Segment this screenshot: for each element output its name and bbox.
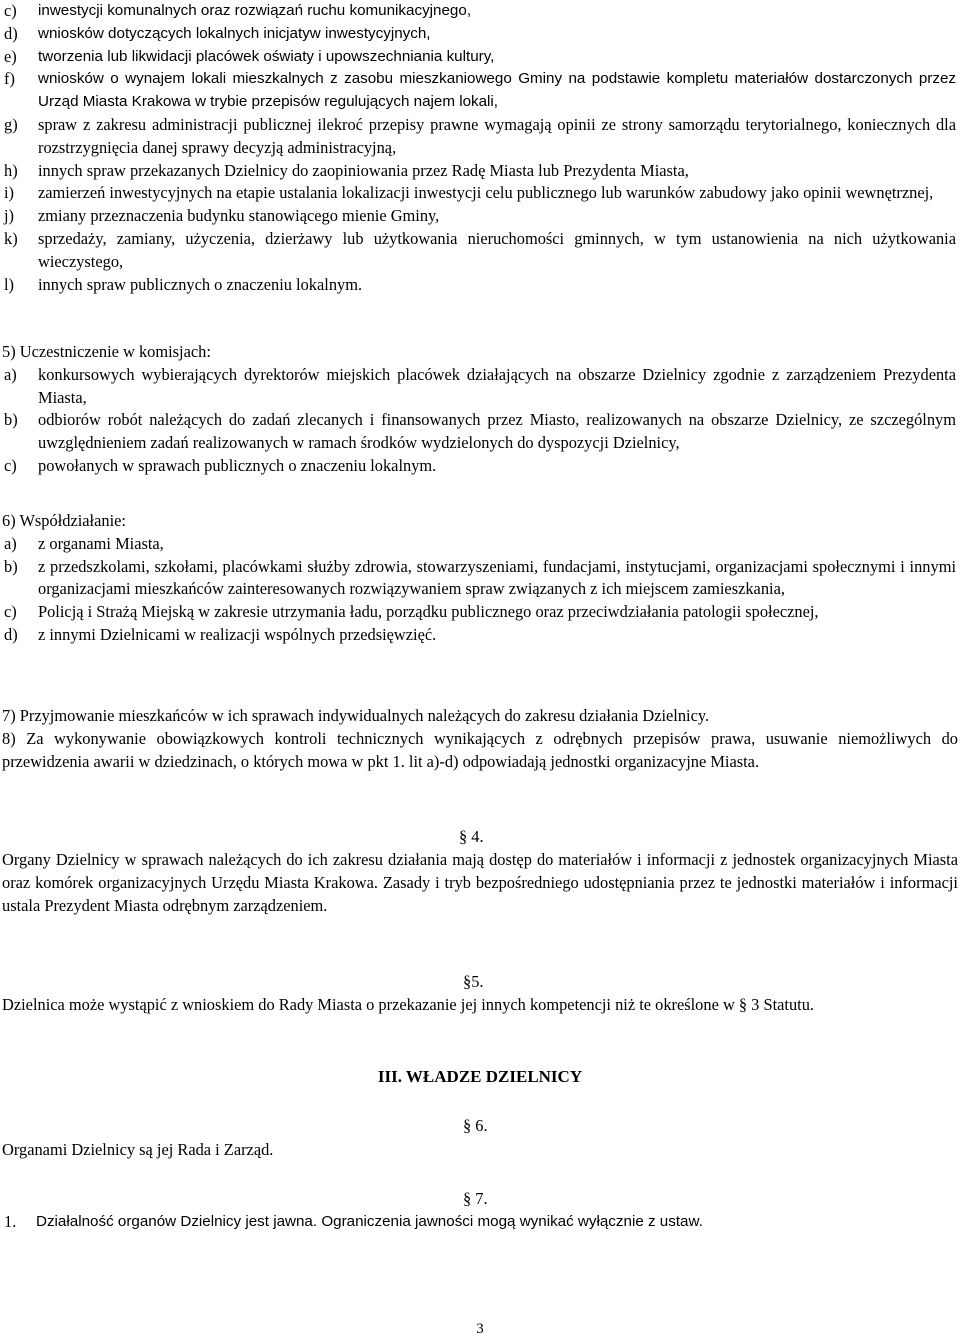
list-item-text: z innymi Dzielnicami w realizacji wspólnych przedsięwzięć. [38, 624, 437, 644]
list-item-label: b) [4, 556, 18, 576]
list-item-text: wniosków dotyczących lokalnych inicjatyw inwestycyjnych, [38, 24, 431, 42]
section-7-item [0, 1211, 960, 1234]
list-item-text: innych spraw publicznych o znaczeniu lokalnym. [38, 274, 363, 294]
section-5-text: Dzielnica może wystąpić z wnioskiem do Rady Miasta o przekazanie jej innych kompetencji niż te określone w § 3 Statutu. [2, 995, 815, 1014]
list-item-label: c) [4, 602, 17, 622]
section-4-mark: § 4. [459, 827, 484, 846]
list-item-label: c) [4, 455, 17, 475]
list-item [0, 409, 960, 455]
page-number: 3 [476, 1321, 484, 1337]
list-item-label: 1. [4, 1212, 17, 1231]
point-7: 7) Przyjmowanie mieszkańców w ich sprawach indywidualnych należących do zakresu działania Dzielnicy. [2, 706, 710, 725]
list-item-text: Policją i Strażą Miejską w zakresie utrzymania ładu, porządku publicznego oraz przeciwdziałania patologii społecznej, [38, 602, 819, 622]
list-item [0, 624, 960, 647]
list-item [0, 364, 960, 410]
list-item-text: wniosków o wynajem lokali mieszkalnych z zasobu mieszkaniowego Gminy na podstawie kompletu materiałów dostarczonych przez Urząd Miasta Krakowa w trybie przepisów regulujących najem lokali, [38, 70, 956, 111]
list-item [0, 1211, 960, 1234]
list-item-label: g) [4, 114, 18, 134]
list-item-label: d) [4, 624, 18, 644]
list-item [0, 182, 960, 205]
list-item-label: i) [4, 183, 15, 203]
list-item-label: k) [4, 228, 18, 248]
list-item [0, 228, 960, 274]
point-6 [0, 510, 960, 647]
list-item [0, 455, 960, 478]
point-6-list [0, 533, 960, 647]
section-6-text: Organami Dzielnicy są jej Rada i Zarząd. [2, 1140, 274, 1159]
list-item-label: b) [4, 410, 18, 430]
section-7-mark: § 7. [463, 1189, 488, 1208]
list-item [0, 23, 960, 46]
list-item-text: inwestycji komunalnych oraz rozwiązań ruchu komunikacyjnego, [38, 2, 472, 19]
point-5-heading: 5) Uczestniczenie w komisjach: [2, 342, 211, 361]
list-item-text: zamierzeń inwestycyjnych na etapie ustalania lokalizacji inwestycji celu publicznego lub warunków zabudowy jako opinii wewnętrznej, [38, 183, 934, 203]
point-8: 8) Za wykonywanie obowiązkowych kontroli technicznych wynikających z odrębnych przepisów prawa, usuwanie niemożliwych do przewidzenia awarii w dziedzinach, o których mowa w pkt 1. lit a)-d) odpowiadają jednostki organizacyjne Miasta. [2, 729, 958, 771]
list-item-text: spraw z zakresu administracji publicznej ilekroć przepisy prawne wymagają opinii ze strony samorządu terytorialnego, koniecznych dla rozstrzygnięcia danej sprawy decyzją administracyjną, [38, 114, 956, 157]
list-item [0, 160, 960, 183]
opinion-list [0, 0, 960, 296]
point-6-heading: 6) Współdziałanie: [2, 511, 126, 530]
list-item-text: konkursowych wybierających dyrektorów miejskich placówek działających na obszarze Dzielnicy zgodnie z zarządzeniem Prezydenta Miasta, [38, 364, 956, 407]
list-item-label: f) [4, 69, 15, 89]
point-5 [0, 341, 960, 478]
list-item-label: c) [4, 1, 17, 20]
list-item-text: Działalność organów Dzielnicy jest jawna. Ograniczenia jawności mogą wynikać wyłącznie z ustaw. [36, 1213, 703, 1230]
point-5-list [0, 364, 960, 478]
section-4-text: Organy Dzielnicy w sprawach należących do ich zakresu działania mają dostęp do materiałów i informacji z jednostek organizacyjnych Miasta oraz komórek organizacyjnych Urzędu Miasta Krakowa. Zasady i tryb bezpośredniego udostępniania przez te jednostki materiałów i informacji ustala Prezydent Miasta odrębnym zarządzeniem. [2, 850, 958, 915]
list-item-text: odbiorów robót należących do zadań zlecanych i finansowanych przez Miasto, realizowanych na obszarze Dzielnicy, ze szczególnym uwzględnieniem zadań realizowanych w ramach środków wydzielonych do dyspozycji Dzielnicy, [38, 410, 956, 453]
list-item-label: e) [4, 46, 17, 66]
list-item [0, 533, 960, 556]
list-item-label: l) [4, 274, 15, 294]
list-item-label: d) [4, 23, 18, 43]
list-item-text: innych spraw przekazanych Dzielnicy do zaopiniowania przez Radę Miasta lub Prezydenta Miasta, [38, 160, 689, 180]
list-item-text: powołanych w sprawach publicznych o znaczeniu lokalnym. [38, 455, 437, 475]
list-item-label: j) [4, 206, 15, 226]
list-item [0, 46, 960, 69]
chapter-title: III. WŁADZE DZIELNICY [377, 1067, 583, 1086]
list-item [0, 114, 960, 160]
list-item [0, 0, 960, 23]
list-item-label: h) [4, 160, 18, 180]
list-item-text: zmiany przeznaczenia budynku stanowiącego mienie Gminy, [38, 206, 440, 226]
list-item [0, 601, 960, 624]
list-item-label: a) [4, 533, 17, 553]
section-5-mark: §5. [463, 972, 484, 991]
list-item [0, 556, 960, 602]
list-item [0, 274, 960, 297]
list-item [0, 68, 960, 114]
list-item-text: z przedszkolami, szkołami, placówkami służby zdrowia, stowarzyszeniami, fundacjami, instytucjami, organizacjami społecznymi i innymi organizacjami mieszkańców zainteresowanych rozwiązywaniem spraw związanych z ich miejscem zamieszkania, [38, 556, 956, 599]
list-item [0, 205, 960, 228]
list-item-text: z organami Miasta, [38, 533, 164, 553]
list-item-text: sprzedaży, zamiany, użyczenia, dzierżawy lub użytkowania nieruchomości gminnych, w tym ustanowienia na nich użytkowania wieczystego, [38, 228, 956, 271]
section-6-mark: § 6. [463, 1116, 488, 1135]
list-item-text: tworzenia lub likwidacji placówek oświaty i upowszechniania kultury, [38, 47, 495, 65]
list-item-label: a) [4, 364, 17, 384]
